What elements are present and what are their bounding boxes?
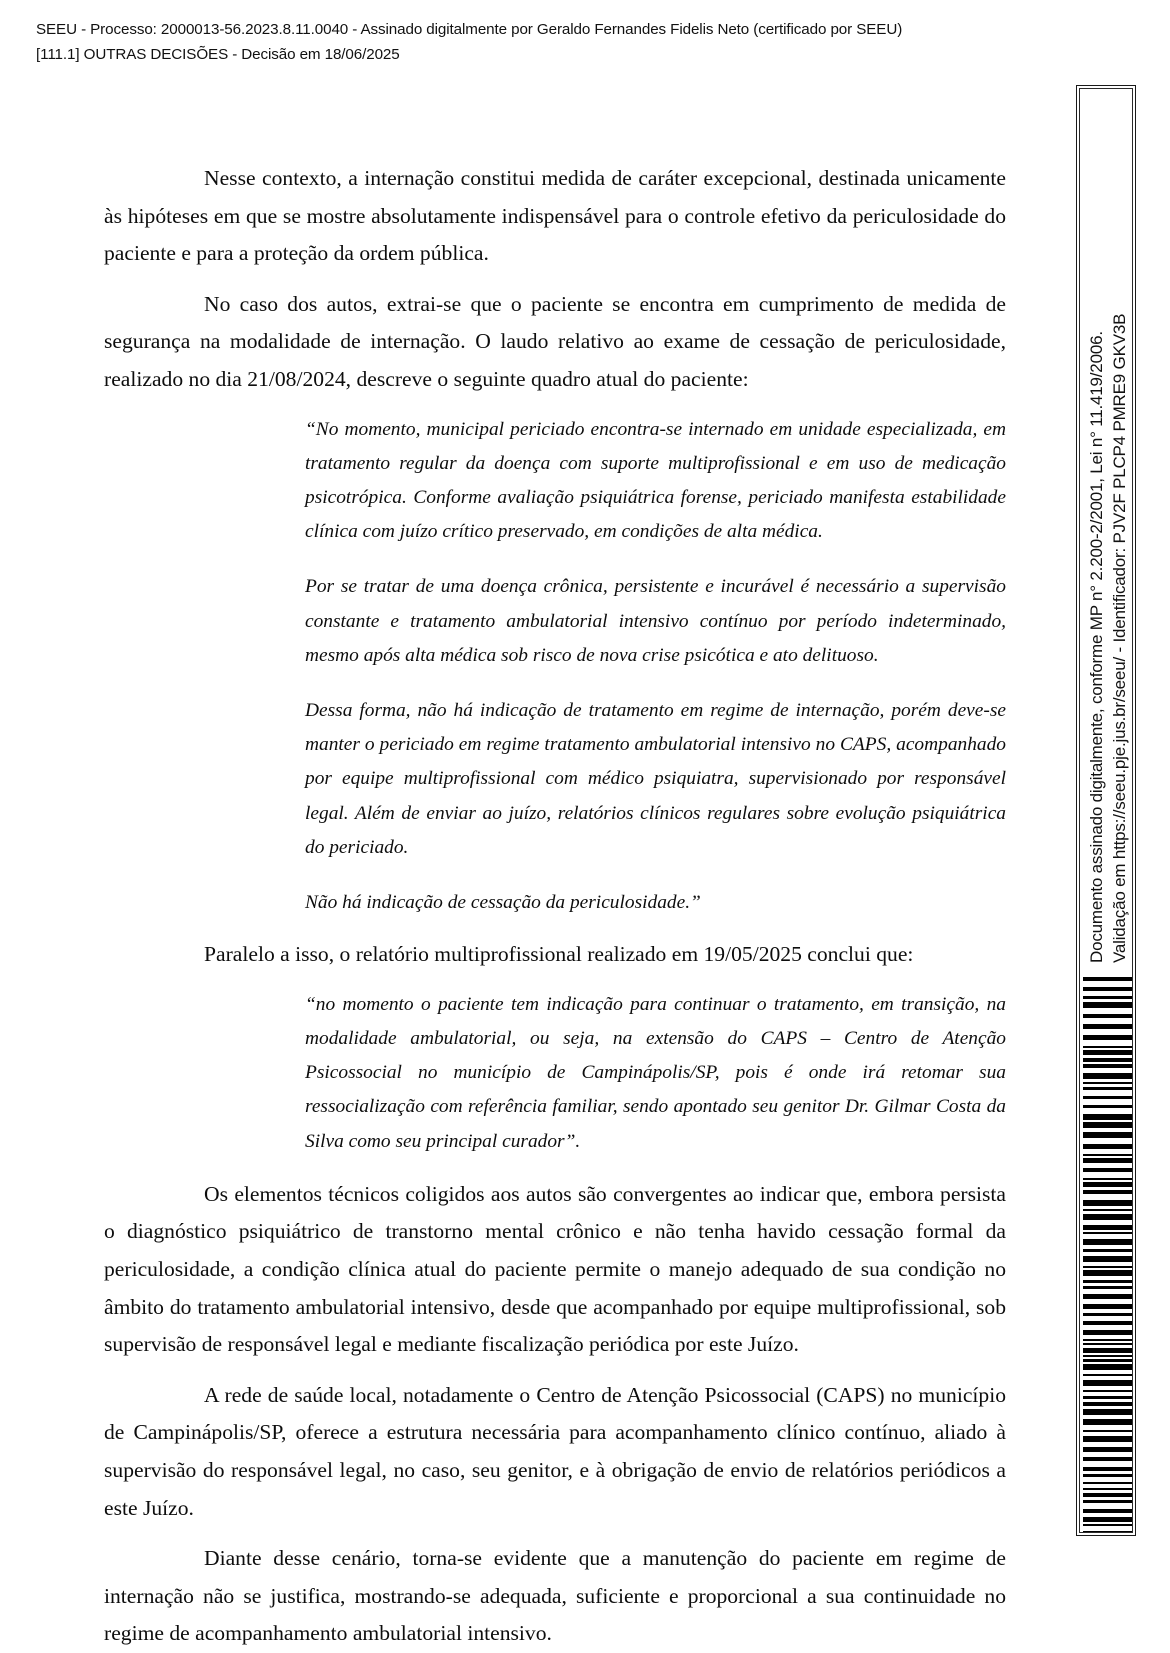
barcode-bar [1083,1348,1133,1353]
barcode-bar [1083,1509,1133,1513]
spacer [104,1159,1006,1176]
barcode-bar [1083,1500,1133,1503]
barcode-bar [1083,1168,1133,1172]
barcode-bar [1083,1330,1133,1335]
quote-block-laudo [104,413,1006,921]
barcode-bar [1083,1249,1133,1252]
barcode-bar [1083,1359,1133,1362]
barcode-bar [1083,1280,1133,1283]
barcode-bar [1083,1294,1133,1299]
spacer [104,920,1006,936]
quote-paragraph-1: “No momento, municipal periciado encontra-se internado em unidade especializada, em tratamento regular da doença com suporte multiprofissional e em uso de medicação psicotrópica. Conforme avaliação psiquiátrica forense, periciado manifesta estabilidade clínica com juízo crítico preservado, em condições de alta médica. [305,418,1006,543]
barcode-bar [1083,1402,1133,1406]
barcode-bar [1083,1364,1133,1370]
barcode-bar [1083,1073,1133,1079]
barcode-bar [1083,1209,1133,1211]
barcode-bar [1083,977,1133,981]
barcode-bar [1083,1200,1133,1206]
barcode-bar [1083,1419,1133,1425]
barcode-bar [1083,1355,1133,1357]
barcode-bar [1083,1482,1133,1484]
barcode-bar [1083,1304,1133,1309]
barcode-bar [1083,1517,1133,1522]
barcode-bar [1083,1447,1133,1452]
quote-block-relatorio [104,988,1006,1159]
barcode-bar [1083,1082,1133,1084]
vertical-text-signature-law: Documento assinado digitalmente, conforme MP n° 2.200-2/2001, Lei n° 11.419/2006. [1087,331,1106,963]
barcode-bar [1083,1493,1133,1497]
barcode-bar [1083,1266,1133,1268]
barcode-bar [1083,1158,1133,1163]
barcode-bar [1083,1214,1133,1220]
barcode-bar [1083,1232,1133,1234]
paragraph-case-record: No caso dos autos, extrai-se que o paciente se encontra em cumprimento de medida de segurança na modalidade de internação. O laudo relativo ao exame de cessação de periculosidade, realizado no dia 21/08/2024, descreve o seguinte quadro atual do paciente: [104,291,1006,391]
barcode-bar [1083,987,1133,991]
quote-paragraph-3: Dessa forma, não há indicação de tratamento em regime de internação, porém deve-se manter o periciado em regime tratamento ambulatorial intensivo no CAPS, acompanhado por equipe multiprofissional com médico psiquiatra, supervisionado por responsável legal. Além de enviar ao juízo, relatórios clínicos regulares sobre evolução psiquiátrica do periciado. [305,699,1006,858]
barcode-bar [1083,1467,1133,1471]
barcode-bar [1083,996,1133,999]
barcode-bar [1083,1144,1133,1149]
barcode-bar [1083,1105,1133,1108]
barcode-bar [1083,1035,1133,1040]
paragraph-technical-elements: Os elementos técnicos coligidos aos autos são convergentes ao indicar que, embora persista o diagnóstico psiquiátrico de transtorno mental crônico e não tenha havido cessação formal da periculosidade, a condição clínica atual do paciente permite o manejo adequado de sua condição no âmbito do tratamento ambulatorial intensivo, desde que acompanhado por equipe multiprofissional, sob supervisão de responsável legal e mediante fiscalização periódica por este Juízo. [104,1181,1006,1357]
barcode-bar [1083,1178,1133,1180]
barcode-bar [1083,1087,1133,1090]
barcode-bar [1083,1488,1133,1490]
paragraph-context: Nesse contexto, a internação constitui medida de caráter excepcional, destinada unicamente às hipóteses em que se mostre absolutamente indispensável para o controle efetivo da periculosidade do paciente e para a proteção da ordem pública. [104,166,1006,266]
barcode-bar [1083,1239,1133,1245]
barcode-bar [1083,1396,1133,1399]
barcode-bar [1083,1474,1133,1477]
barcode-bar [1083,1050,1133,1055]
barcode-bar [1083,1114,1133,1120]
barcode-bar [1083,1024,1133,1029]
barcode-bar [1083,1154,1133,1156]
barcode-bar [1083,1409,1133,1415]
barcode-bar [1083,1225,1133,1230]
barcode-bar [1083,1058,1133,1062]
barcode-bar [1083,1457,1133,1461]
barcode-bar [1083,1374,1133,1376]
barcode-bar [1083,1002,1133,1008]
barcode-bar [1083,1430,1133,1432]
barcode-bar [1083,1014,1133,1018]
barcode-bar [1083,1270,1133,1276]
vertical-text-container [1080,89,1133,965]
barcode-bar [1083,1390,1133,1392]
barcode-bar [1083,1096,1133,1099]
barcode-bar [1083,1122,1133,1128]
barcode-bar [1083,1132,1133,1138]
document-signature-header [36,17,1036,67]
barcode-bar [1083,1321,1133,1325]
quote2-paragraph-1: “no momento o paciente tem indicação para continuar o tratamento, em transição, na modalidade ambulatorial, ou seja, na extensão do CAPS – Centro de Atenção Psicossocial no município de Campinápolis/SP, pois é onde irá retomar sua ressocialização com referência familiar, sendo apontado seu genitor Dr. Gilmar Costa da Silva como seu principal curador”. [305,993,1006,1152]
barcode-bar [1083,1436,1133,1442]
signature-validation-strip-inner [1079,88,1133,1533]
barcode-bar [1083,1524,1133,1526]
barcode-bar [1083,1531,1133,1533]
paragraph-health-network: A rede de saúde local, notadamente o Centro de Atenção Psicossocial (CAPS) no município de Campinápolis/SP, oferece a estrutura necessária para acompanhamento clínico contínuo, aliado à supervisão do responsável legal, no caso, seu genitor, e à obrigação de envio de relatórios periódicos a este Juízo. [104,1382,1006,1520]
barcode-bar [1083,1286,1133,1289]
paragraph-multiprofessional-report: Paralelo a isso, o relatório multiprofissional realizado em 19/05/2025 conclui que: [204,942,914,967]
document-body [104,160,1006,1653]
barcode-bar [1083,1380,1133,1386]
vertical-text-validation-url[interactable]: Validação em https://seeu.pje.jus.br/seeu/ - Identificador: PJV2F PLCP4 PMRE9 GKV3B [1110,313,1129,963]
quote-paragraph-2: Por se tratar de uma doença crônica, persistente e incurável é necessário a supervisão constante e tratamento ambulatorial intensivo contínuo por período indeterminado, mesmo após alta médica sob risco de nova crise psicótica e ato delituoso. [305,576,1006,666]
header-line-decision: [111.1] OUTRAS DECISÕES - Decisão em 18/06/2025 [36,46,400,63]
barcode-bar [1083,1339,1133,1341]
header-line-process: SEEU - Processo: 2000013-56.2023.8.11.0040 - Assinado digitalmente por Geraldo Fernandes Fidelis Neto (certificado por SEEU) [36,21,903,38]
signature-validation-strip [1076,85,1136,1536]
barcode-bar [1083,1256,1133,1262]
barcode-bar [1083,1190,1133,1194]
validation-barcode [1083,977,1133,1533]
barcode-bar [1083,1343,1133,1345]
barcode-bar [1083,1064,1133,1068]
barcode-bar [1083,1313,1133,1316]
paragraph-conclusion: Diante desse cenário, torna-se evidente que a manutenção do paciente em regime de internação não se justifica, mostrando-se adequada, suficiente e proporcional a sua continuidade no regime de acompanhamento ambulatorial intensivo. [104,1546,1006,1646]
quote-paragraph-4: Não há indicação de cessação da periculosidade.” [305,892,701,913]
barcode-bar [1083,1046,1133,1048]
barcode-bar [1083,1182,1133,1187]
